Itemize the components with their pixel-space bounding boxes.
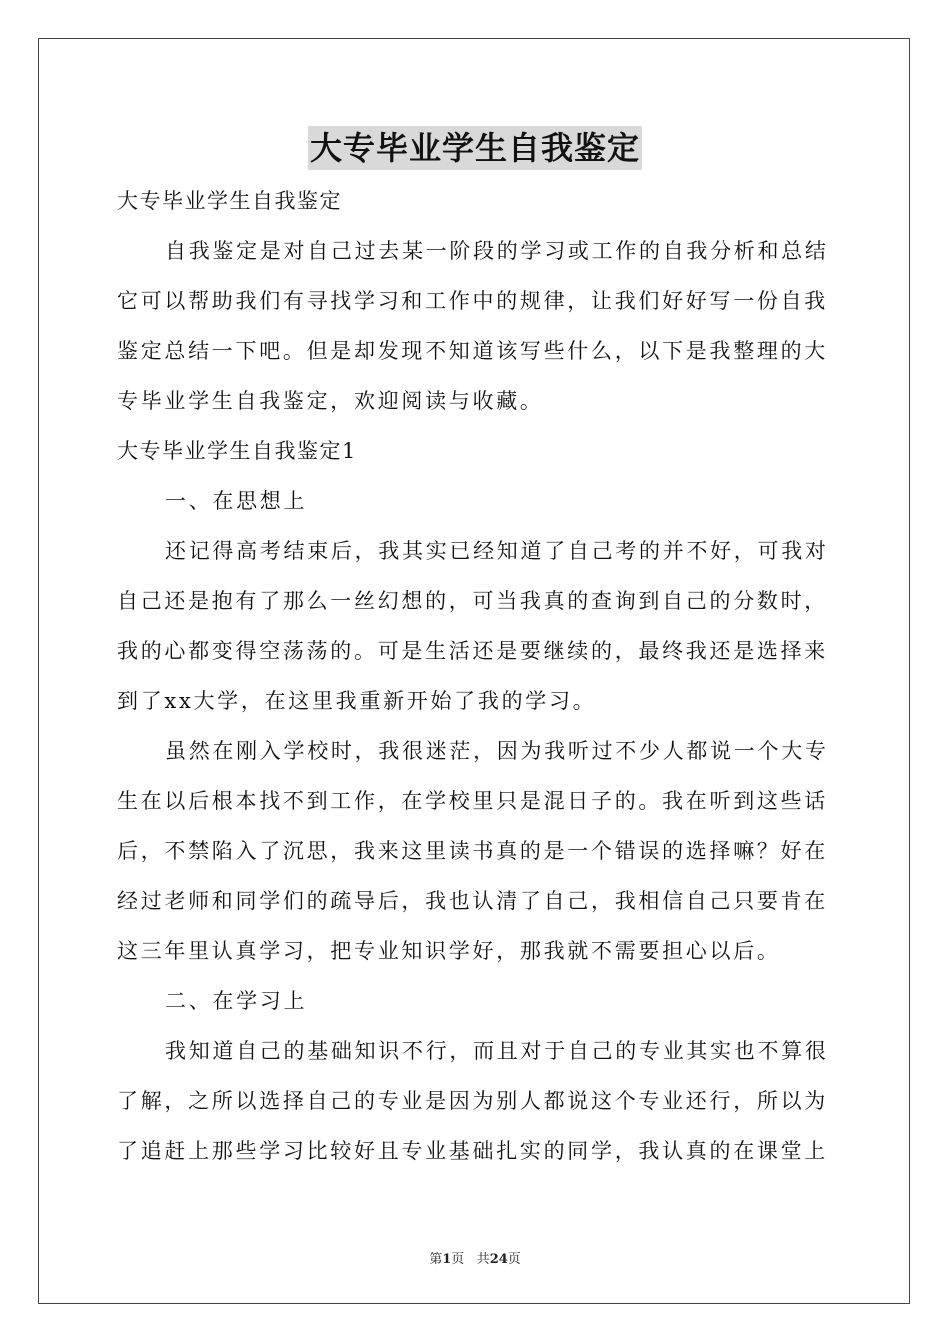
body-line: 自我鉴定是对自己过去某一阶段的学习或工作的自我分析和总结 xyxy=(165,239,829,263)
body-line: 了解，之所以选择自己的专业是因为别人都说这个专业还行，所以为 xyxy=(117,1089,828,1113)
footer-total-suffix: 页 xyxy=(507,1252,521,1267)
body-line: 鉴定总结一下吧。但是却发现不知道该写些什么，以下是我整理的大 xyxy=(117,339,828,363)
body-line: 后，不禁陷入了沉思，我来这里读书真的是一个错误的选择嘛？好在 xyxy=(117,839,828,863)
body-line: 专毕业学生自我鉴定，欢迎阅读与收藏。 xyxy=(117,389,544,413)
body-line: 经过老师和同学们的疏导后，我也认清了自己，我相信自己只要肯在 xyxy=(117,889,828,913)
body-line: 这三年里认真学习，把专业知识学好，那我就不需要担心以后。 xyxy=(117,939,781,963)
document-body xyxy=(117,176,833,1176)
body-line: 到了xx大学，在这里我重新开始了我的学习。 xyxy=(117,689,597,713)
page-footer xyxy=(0,1248,950,1267)
footer-prefix: 第 xyxy=(429,1252,443,1267)
title-container xyxy=(0,126,950,170)
body-line: 它可以帮助我们有寻找学习和工作中的规律，让我们好好写一份自我 xyxy=(117,289,828,313)
body-line: 生在以后根本找不到工作，在学校里只是混日子的。我在听到这些话 xyxy=(117,789,828,813)
section-heading: 大专毕业学生自我鉴定 xyxy=(117,189,342,213)
body-line: 自己还是抱有了那么一丝幻想的，可当我真的查询到自己的分数时， xyxy=(117,589,828,613)
body-line: 还记得高考结束后，我其实已经知道了自己考的并不好，可我对 xyxy=(165,539,829,563)
body-line: 一、在思想上 xyxy=(165,489,308,513)
footer-page-suffix: 页 xyxy=(451,1252,465,1267)
footer-total-pages: 24 xyxy=(489,1252,508,1267)
document-title: 大专毕业学生自我鉴定 xyxy=(308,126,642,170)
body-line: 了追赶上那些学习比较好且专业基础扎实的同学，我认真的在课堂上 xyxy=(117,1139,828,1163)
section-heading: 大专毕业学生自我鉴定1 xyxy=(117,439,357,463)
body-line: 二、在学习上 xyxy=(165,989,308,1013)
footer-current-page: 1 xyxy=(442,1252,452,1267)
body-line: 我的心都变得空荡荡的。可是生活还是要继续的，最终我还是选择来 xyxy=(117,639,828,663)
body-line: 虽然在刚入学校时，我很迷茫，因为我听过不少人都说一个大专 xyxy=(165,739,829,763)
footer-total-prefix: 共 xyxy=(476,1252,490,1267)
body-line: 我知道自己的基础知识不行，而且对于自己的专业其实也不算很 xyxy=(165,1039,829,1063)
